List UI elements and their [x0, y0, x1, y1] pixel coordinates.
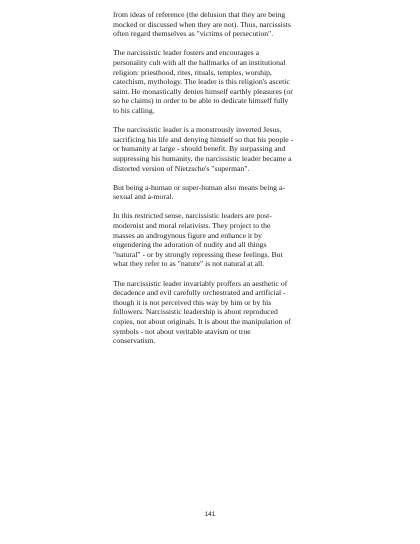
body-text — [113, 10, 311, 355]
paragraph-1: from ideas of reference (the delusion that they are being mocked or discussed when they are not). Thus, narcissists often regard themselves as "victims of persecution". — [113, 10, 291, 39]
paragraph-2: The narcissistic leader fosters and encourages a personality cult with all the hallmarks of an institutional religion: priesthood, rites, rituals, temples, worship, catechism, mythology. The leader is this religion's ascetic saint. He monastically denies himself earthly pleasures (or so he claims) in order to be able to dedicate himself fully to his calling. — [113, 48, 293, 115]
paragraph-5: In this restricted sense, narcissistic leaders are post- modernist and moral relativists. They project to the masses an androgynous figure and enhance it by engendering the adoration of nudity and all things "natural" - or by strongly repressing these feelings. But what they refer to as "nature" is not natural at all. — [113, 211, 283, 269]
paragraph-6: The narcissistic leader invariably proffers an aesthetic of decadence and evil carefully orchestrated and artificial - though it is not perceived this way by him or by his followers. Narcissistic leadership is about reproduced copies, not about originals. It is about the manipulation of symbols - not about veritable atavism or true conservatism. — [113, 278, 291, 346]
paragraph-4: But being a-human or super-human also means being a- sexual and a-moral. — [113, 182, 285, 202]
page-number: 141 — [204, 511, 216, 518]
paragraph-3: The narcissistic leader is a monstrously inverted Jesus, sacrificing his life and denying himself so that his people - or humanity at large - should benefit. By surpassing and suppressing his humanity, the narcissistic leader became a distorted version of Nietzsche's "superman". — [113, 125, 294, 173]
